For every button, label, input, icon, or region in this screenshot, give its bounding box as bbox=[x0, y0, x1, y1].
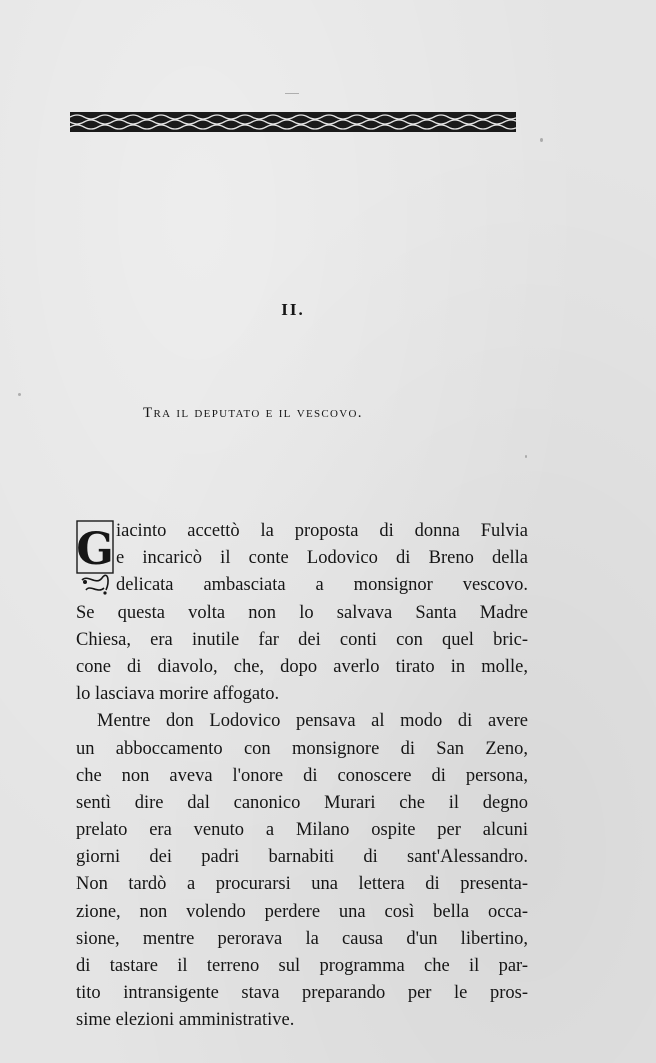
text-line: Mentre don Lodovico pensava al modo di avere bbox=[97, 711, 528, 732]
text-line: sione, mentre perorava la causa d'un libertino, bbox=[76, 928, 528, 949]
text-line: Non tardò a procurarsi una lettera di presenta- bbox=[76, 874, 528, 895]
text-line: un abboccamento con monsignore di San Zeno, bbox=[76, 738, 528, 759]
paper-speck bbox=[540, 138, 543, 142]
paper-speck bbox=[285, 93, 299, 94]
paper-speck bbox=[18, 393, 21, 396]
text-line: Chiesa, era inutile far dei conti con quel bric- bbox=[76, 629, 528, 650]
chapter-title: Tra il deputato e il vescovo. bbox=[143, 405, 363, 421]
text-line: zione, non volendo perdere una così bella occa- bbox=[76, 901, 528, 922]
dropcap-letter: G bbox=[76, 524, 114, 575]
text-line: sentì dire dal canonico Murari che il degno bbox=[76, 792, 528, 813]
text-line: giorni dei padri barnabiti di sant'Alessandro. bbox=[76, 847, 528, 868]
text-line: prelato era venuto a Milano ospite per alcuni bbox=[76, 820, 528, 841]
text-line: tito intransigente stava preparando per le pros- bbox=[76, 983, 528, 1004]
paper-speck bbox=[525, 455, 527, 458]
dropcap-letter-g bbox=[76, 520, 114, 598]
text-line: Se questa volta non lo salvava Santa Madre bbox=[76, 602, 528, 623]
text-line: sime elezioni amministrative. bbox=[76, 1010, 295, 1031]
text-line: delicata ambasciata a monsignor vescovo. bbox=[116, 575, 528, 596]
body-text bbox=[76, 518, 528, 1035]
text-line: di tastare il terreno sul programma che il par- bbox=[76, 956, 528, 976]
text-line: cone di diavolo, che, dopo averlo tirato in molle, bbox=[76, 656, 528, 677]
chapter-number: II. bbox=[281, 300, 305, 319]
text-line: lo lasciava morire affogato. bbox=[76, 684, 280, 705]
ornamental-rule bbox=[70, 112, 516, 132]
text-line: iacinto accettò la proposta di donna Fulvia bbox=[116, 521, 528, 541]
text-line: che non aveva l'onore di conoscere di persona, bbox=[76, 765, 528, 786]
text-line: e incaricò il conte Lodovico di Breno della bbox=[116, 548, 528, 569]
